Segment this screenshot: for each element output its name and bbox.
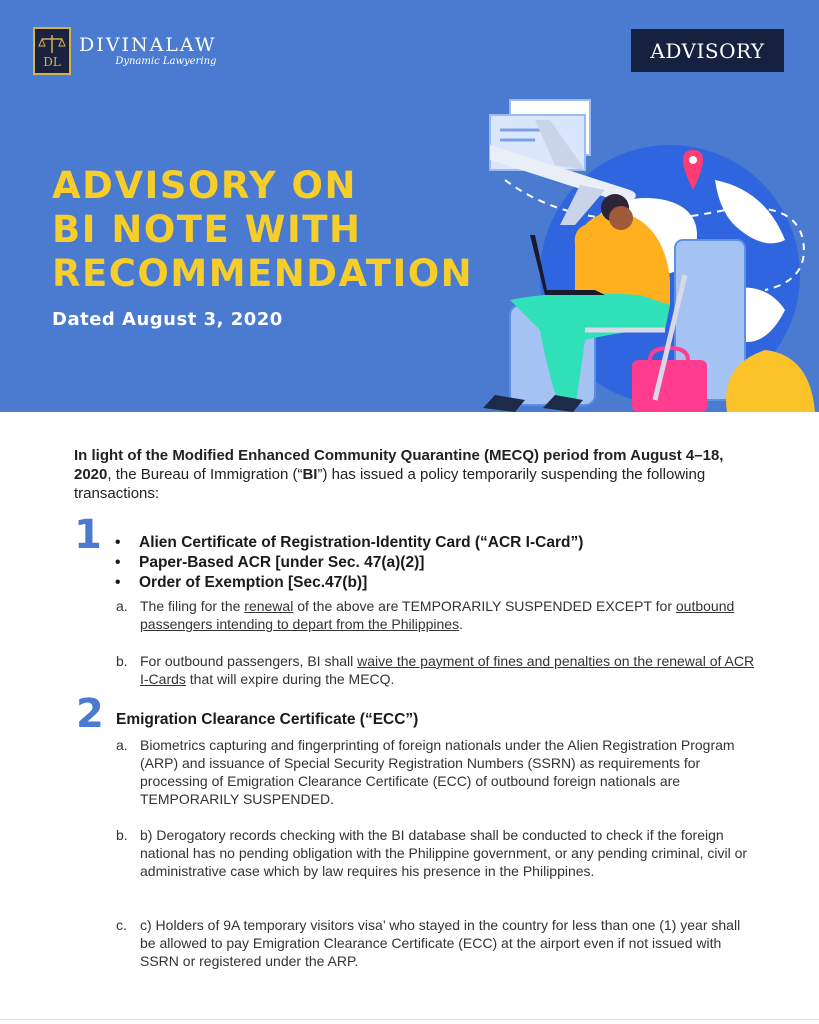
intro-paragraph: [74, 446, 754, 503]
logo-tagline: Dynamic Lawyering: [115, 56, 217, 67]
item-text: [140, 652, 756, 688]
item-marker: b.: [116, 827, 128, 843]
divinalaw-logo: [33, 27, 216, 75]
section2-item-a: [116, 736, 756, 808]
title-line: RECOMMENDATION: [52, 252, 474, 295]
underlined-text: renewal: [244, 598, 294, 614]
bottom-divider: [0, 1019, 819, 1020]
item-text-part: that will expire during the MECQ.: [185, 671, 395, 687]
intro-bi-abbrev: BI: [302, 466, 318, 483]
scales-of-justice-icon: [33, 27, 71, 75]
item-marker: c.: [116, 917, 127, 933]
section-number-1: 1: [74, 512, 102, 558]
item-text: c) Holders of 9A temporary visitors visa’ who stayed in the country for less than one (1) year shall be allowed to pay Emigration Clearance Certificate (ECC) at the airport even if not issued with SSRN or registered under the ARP.: [140, 917, 741, 969]
logo-name: DIVINALAW: [79, 34, 217, 56]
page-title: [52, 164, 522, 296]
item-text-part: The filing for the: [140, 598, 245, 614]
list-item: • Alien Certificate of Registration-Identity Card (“ACR I-Card”): [115, 533, 583, 553]
underlined-text: waive the payment of fines and penalties on the renewal of ACR I-Cards: [140, 653, 755, 687]
section-number-2: 2: [76, 691, 104, 737]
list-item: • Order of Exemption [Sec.47(b)]: [115, 573, 583, 593]
item-marker: a.: [116, 737, 128, 753]
intro-text: , the Bureau of Immigration (“: [107, 466, 303, 483]
traveler-illustration: [465, 90, 819, 412]
title-line: ADVISORY ON: [52, 164, 357, 207]
dated-label: Dated August 3, 2020: [52, 309, 283, 330]
section2-item-c: [116, 916, 756, 970]
advisory-badge: ADVISORY: [631, 29, 784, 72]
item-text-part: For outbound passengers, BI shall: [140, 653, 358, 669]
underlined-text: outbound passengers intending to depart from the Philippines: [140, 598, 735, 632]
header-banner: [0, 0, 819, 412]
section2-item-b: [116, 826, 756, 880]
item-text-part: .: [459, 616, 463, 632]
item-text: [140, 597, 756, 633]
item-text: Biometrics capturing and fingerprinting of foreign nationals under the Alien Registration Program (ARP) and issuance of Special Security Registration Numbers (SSRN) as requirements for processing of Emigration Clearance Certificate (ECC) of outbound foreign nationals are TEMPORARILY SUSPENDED.: [140, 737, 735, 807]
item-marker: b.: [116, 653, 128, 669]
suspended-transactions-list: [115, 533, 583, 593]
section1-item-a: [116, 597, 756, 633]
item-marker: a.: [116, 598, 128, 614]
section1-item-b: [116, 652, 756, 688]
item-text-part: of the above are TEMPORARILY SUSPENDED EXCEPT for: [293, 598, 676, 614]
section2-heading: Emigration Clearance Certificate (“ECC”): [116, 711, 419, 728]
list-item: • Paper-Based ACR [under Sec. 47(a)(2)]: [115, 553, 583, 573]
intro-bold-lead: In light of the Modified Enhanced Community Quarantine (MECQ) period from August 4–18, 2020: [74, 447, 724, 483]
title-line: BI NOTE WITH: [52, 208, 362, 251]
pink-bag-icon: [632, 360, 707, 412]
svg-text:DL: DL: [43, 55, 61, 69]
intro-text: ”) has issued a policy temporarily suspending the following transactions:: [74, 466, 706, 502]
item-text: b) Derogatory records checking with the BI database shall be conducted to check if the foreign national has no pending obligation with the Philippine government, or any pending criminal, civil or administrative case which by law requires his presence in the Philippines.: [140, 827, 748, 879]
